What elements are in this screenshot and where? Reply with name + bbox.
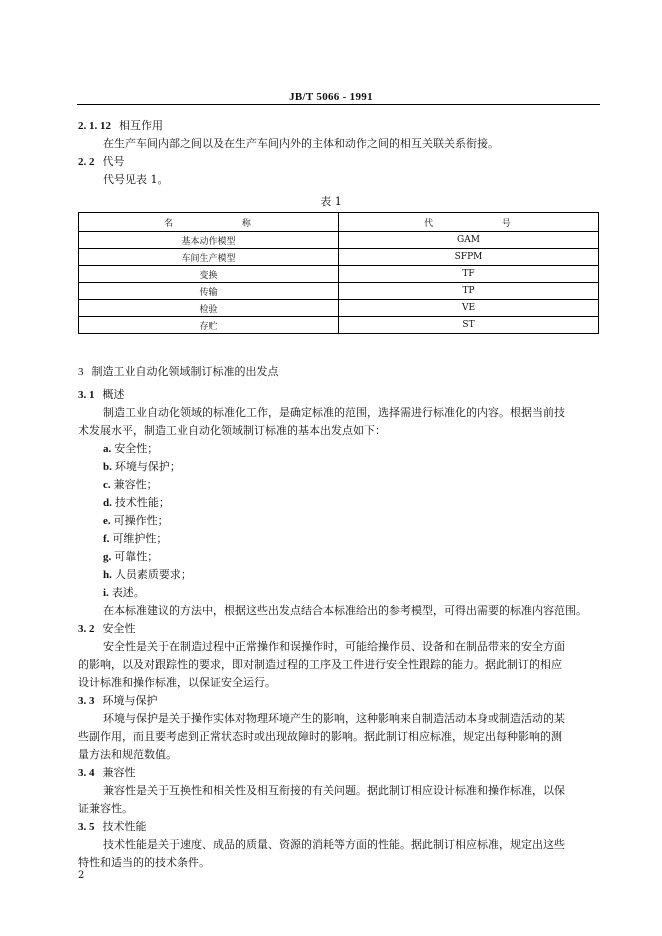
table-row bbox=[79, 249, 599, 266]
section-2-2-body: 代号见表 1。 bbox=[103, 173, 169, 186]
page-number: 2 bbox=[78, 870, 85, 881]
table-cell: VE bbox=[339, 300, 599, 317]
table-cell: 检验 bbox=[79, 300, 339, 317]
list-letter: a. bbox=[103, 443, 112, 455]
table-cell: 存贮 bbox=[79, 317, 339, 334]
table-row bbox=[79, 283, 599, 300]
header-rule bbox=[77, 104, 600, 105]
paragraph-line: 兼容性是关于互换性和相关性及相互衔接的有关问题。据此制订相应设计标准和操作标准，以保 bbox=[103, 784, 565, 797]
section-title: 技术性能 bbox=[102, 820, 147, 833]
section-number: 3. 2 bbox=[78, 623, 95, 635]
list-item bbox=[103, 442, 158, 456]
table-cell: 变换 bbox=[79, 266, 339, 283]
list-text: 环境与保护； bbox=[114, 460, 181, 473]
section-number: 3 bbox=[78, 366, 84, 378]
section-3-5-heading bbox=[78, 820, 147, 834]
list-text: 安全性； bbox=[114, 442, 159, 455]
running-header: JB/T 5066 - 1991 bbox=[289, 91, 373, 103]
table-cell: TF bbox=[339, 266, 599, 283]
paragraph-line: 制造工业自动化领域的标准化工作，是确定标准的范围，选择需进行标准化的内容。根据当前技 bbox=[103, 406, 565, 419]
table-row bbox=[79, 300, 599, 317]
section-2-2-heading bbox=[78, 155, 125, 169]
list-letter: i. bbox=[103, 587, 109, 599]
section-number: 3. 3 bbox=[78, 695, 95, 707]
section-2-1-12-heading bbox=[78, 119, 163, 133]
list-letter: e. bbox=[103, 515, 111, 527]
section-number: 3. 1 bbox=[78, 389, 95, 401]
column-header-name: 名 称 bbox=[79, 213, 339, 232]
paragraph-line: 证兼容性。 bbox=[78, 802, 133, 815]
table-row bbox=[79, 266, 599, 283]
table-row bbox=[79, 232, 599, 249]
paragraph-line: 安全性是关于在制造过程中正常操作和误操作时，可能给操作员、设备和在制品带来的安全方面 bbox=[103, 640, 565, 653]
section-number: 2. 1. 12 bbox=[78, 120, 111, 132]
section-title: 概述 bbox=[102, 388, 125, 401]
section-3-heading bbox=[78, 365, 279, 379]
list-text: 技术性能； bbox=[114, 496, 170, 509]
table-row bbox=[79, 317, 599, 334]
list-item bbox=[103, 568, 192, 582]
paragraph-line: 的影响，以及对跟踪性的要求，即对制造过程的工序及工件进行安全性跟踪的能力。据此制订的相应 bbox=[78, 658, 562, 671]
paragraph-line: 特性和适当的的技术条件。 bbox=[78, 856, 210, 869]
list-item bbox=[103, 532, 167, 546]
section-title: 制造工业自动化领域制订标准的出发点 bbox=[91, 365, 279, 378]
paragraph-line: 技术性能是关于速度、成品的质量、资源的消耗等方面的性能。据此制订相应标准，规定出这些 bbox=[103, 838, 565, 851]
list-item bbox=[103, 586, 145, 600]
list-item bbox=[103, 514, 169, 528]
list-text: 可靠性； bbox=[114, 550, 159, 563]
list-letter: h. bbox=[103, 569, 112, 581]
table-header-row bbox=[79, 213, 599, 232]
paragraph-line: 量方法和规范数值。 bbox=[78, 748, 177, 761]
list-letter: c. bbox=[103, 479, 111, 491]
section-number: 3. 5 bbox=[78, 821, 95, 833]
paragraph-line: 在本标准建议的方法中，根据这些出发点结合本标准给出的参考模型，可得出需要的标准内容范围。 bbox=[103, 604, 587, 617]
list-item bbox=[103, 460, 181, 474]
table-cell: GAM bbox=[339, 232, 599, 249]
paragraph-line: 环境与保护是关于操作实体对物理环境产生的影响，这种影响来自制造活动本身或制造活动的某 bbox=[103, 712, 565, 725]
section-number: 3. 4 bbox=[78, 767, 95, 779]
list-text: 可维护性； bbox=[112, 532, 168, 545]
section-3-4-heading bbox=[78, 766, 136, 780]
paragraph-line: 术发展水平，制造工业自动化领域制订标准的基本出发点如下： bbox=[78, 424, 386, 437]
paragraph-line: 些副作用，而且要考虑到正常状态时或出现故障时的影响。据此制订相应标准，规定出每种影响的测 bbox=[78, 730, 562, 743]
section-2-1-12-body: 在生产车间内部之间以及在生产车间内外的主体和动作之间的相互关联关系衔接。 bbox=[103, 137, 499, 150]
table-caption: 表 1 bbox=[320, 195, 342, 208]
section-3-1-heading bbox=[78, 388, 125, 402]
section-3-3-heading bbox=[78, 694, 158, 708]
section-3-2-heading bbox=[78, 622, 136, 636]
list-text: 表述。 bbox=[111, 586, 145, 599]
list-letter: g. bbox=[103, 551, 112, 563]
code-table bbox=[78, 212, 599, 334]
list-item bbox=[103, 496, 170, 510]
list-item bbox=[103, 478, 158, 492]
list-letter: b. bbox=[103, 461, 112, 473]
table-cell: ST bbox=[339, 317, 599, 334]
table-cell: SFPM bbox=[339, 249, 599, 266]
column-header-code: 代 号 bbox=[339, 213, 599, 232]
section-title: 相互作用 bbox=[119, 119, 163, 132]
section-title: 安全性 bbox=[102, 622, 136, 635]
section-number: 2. 2 bbox=[78, 156, 95, 168]
table-cell: TP bbox=[339, 283, 599, 300]
section-title: 兼容性 bbox=[102, 766, 136, 779]
list-item bbox=[103, 550, 158, 564]
list-text: 人员素质要求； bbox=[114, 568, 192, 581]
section-title: 环境与保护 bbox=[102, 694, 158, 707]
list-text: 兼容性； bbox=[113, 478, 158, 491]
paragraph-line: 设计标准和操作标准，以保证安全运行。 bbox=[78, 676, 276, 689]
list-letter: f. bbox=[103, 533, 110, 545]
table-cell: 基本动作模型 bbox=[79, 232, 339, 249]
section-title: 代号 bbox=[102, 155, 125, 168]
list-text: 可操作性； bbox=[113, 514, 169, 527]
table-cell: 车间生产模型 bbox=[79, 249, 339, 266]
table-cell: 传输 bbox=[79, 283, 339, 300]
list-letter: d. bbox=[103, 497, 112, 509]
